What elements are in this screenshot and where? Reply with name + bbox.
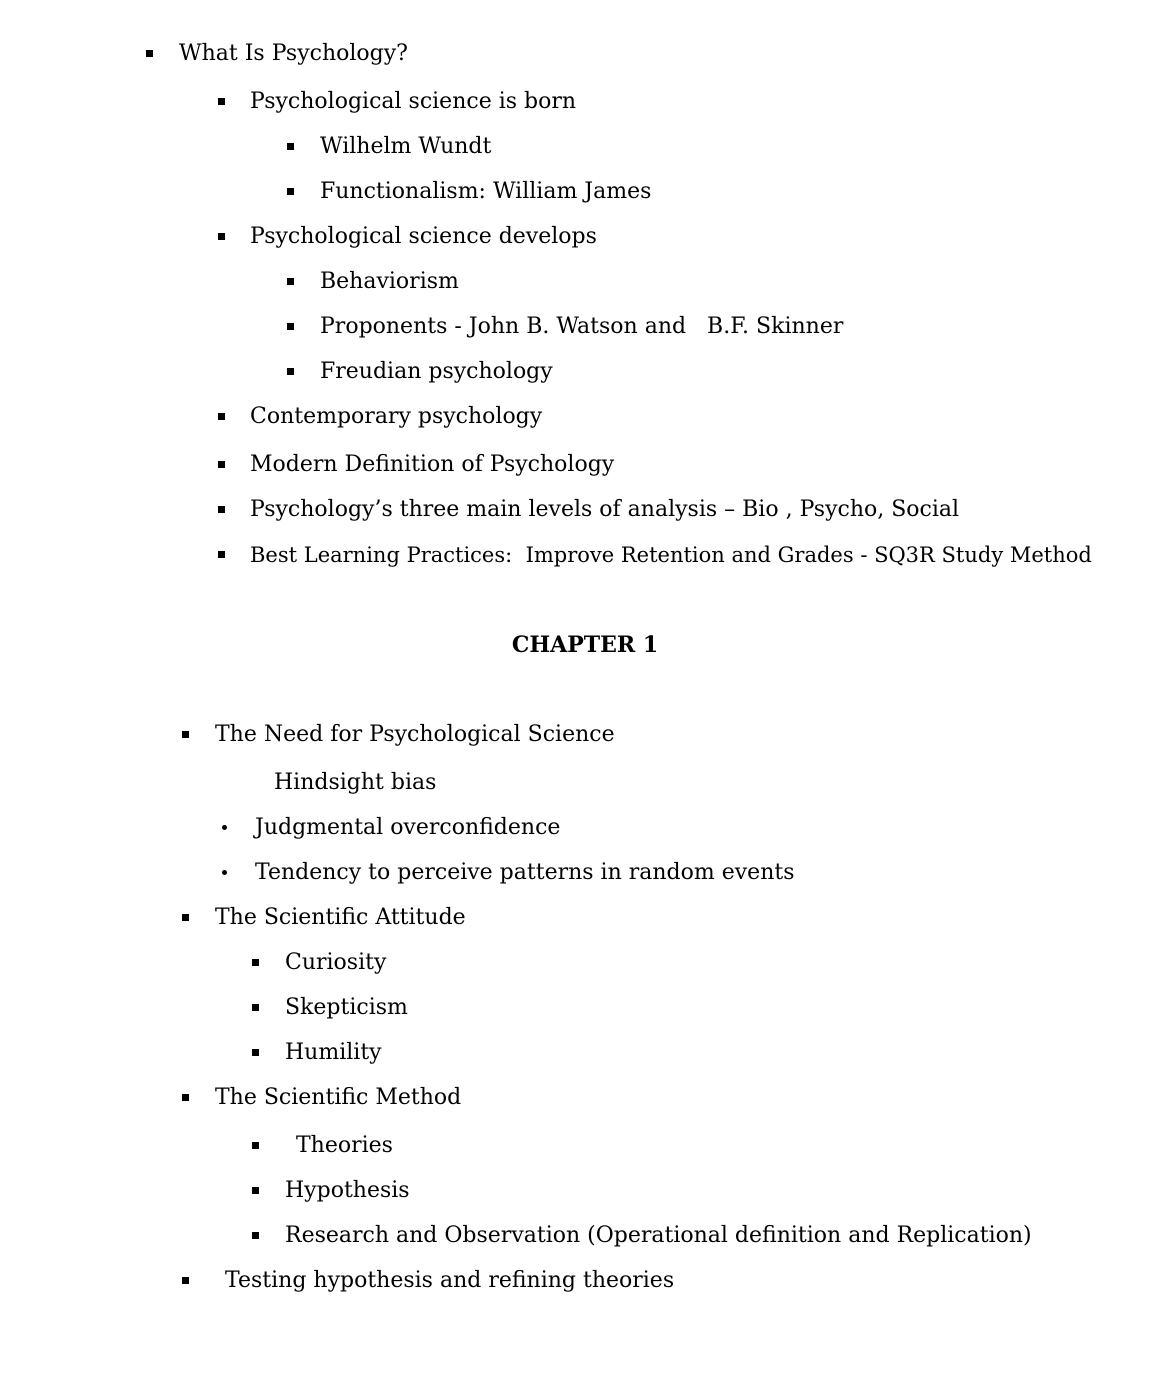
chapter-item-level-2: Skepticism: [285, 995, 408, 1020]
chapter-item-level-1: Testing hypothesis and refining theories: [225, 1268, 675, 1293]
chapter-heading: CHAPTER 1: [511, 632, 659, 658]
outline-item-level-2: Contemporary psychology: [250, 404, 543, 429]
square-bullet-icon: [252, 1232, 259, 1239]
round-bullet-icon: [222, 870, 227, 875]
chapter-item-level-2: Tendency to perceive patterns in random events: [255, 860, 795, 885]
square-bullet-icon: [218, 461, 225, 468]
square-bullet-icon: [146, 50, 153, 57]
outline-item-level-3: Functionalism: William James: [320, 179, 652, 204]
square-bullet-icon: [252, 1187, 259, 1194]
square-bullet-icon: [182, 914, 189, 921]
square-bullet-icon: [287, 278, 294, 285]
square-bullet-icon: [182, 1277, 189, 1284]
square-bullet-icon: [252, 1004, 259, 1011]
square-bullet-icon: [252, 1142, 259, 1149]
square-bullet-icon: [287, 368, 294, 375]
square-bullet-icon: [287, 188, 294, 195]
square-bullet-icon: [218, 506, 225, 513]
chapter-item-level-2: Research and Observation (Operational definition and Replication): [285, 1223, 1032, 1248]
chapter-item-level-2: Curiosity: [285, 950, 387, 975]
chapter-item-unbulleted: Hindsight bias: [274, 770, 437, 795]
chapter-item-level-2: Hypothesis: [285, 1178, 410, 1203]
square-bullet-icon: [182, 731, 189, 738]
square-bullet-icon: [287, 323, 294, 330]
square-bullet-icon: [287, 143, 294, 150]
outline-item-level-1: What Is Psychology?: [179, 41, 408, 66]
square-bullet-icon: [252, 1049, 259, 1056]
outline-item-level-2: Psychological science is born: [250, 89, 577, 114]
outline-item-level-3: Wilhelm Wundt: [320, 134, 492, 159]
round-bullet-icon: [222, 825, 227, 830]
outline-item-level-2: Psychological science develops: [250, 224, 597, 249]
square-bullet-icon: [252, 959, 259, 966]
square-bullet-icon: [218, 98, 225, 105]
square-bullet-icon: [218, 413, 225, 420]
outline-item-level-3: Proponents - John B. Watson and B.F. Skinner: [320, 314, 844, 339]
square-bullet-icon: [182, 1094, 189, 1101]
outline-item-level-2: Psychology’s three main levels of analysis – Bio , Psycho, Social: [250, 497, 960, 522]
chapter-item-level-1: The Need for Psychological Science: [215, 722, 615, 747]
outline-item-level-3: Freudian psychology: [320, 359, 553, 384]
chapter-item-level-1: The Scientific Attitude: [215, 905, 466, 930]
outline-item-level-2: Best Learning Practices: Improve Retention and Grades - SQ3R Study Method: [250, 543, 1092, 567]
square-bullet-icon: [218, 551, 225, 558]
chapter-item-level-2: Humility: [285, 1040, 382, 1065]
chapter-item-level-1: The Scientific Method: [215, 1085, 462, 1110]
chapter-item-level-2: Theories: [296, 1133, 393, 1158]
chapter-item-level-2: Judgmental overconfidence: [255, 815, 561, 840]
square-bullet-icon: [218, 233, 225, 240]
outline-item-level-2: Modern Definition of Psychology: [250, 452, 615, 477]
outline-item-level-3: Behaviorism: [320, 269, 459, 294]
